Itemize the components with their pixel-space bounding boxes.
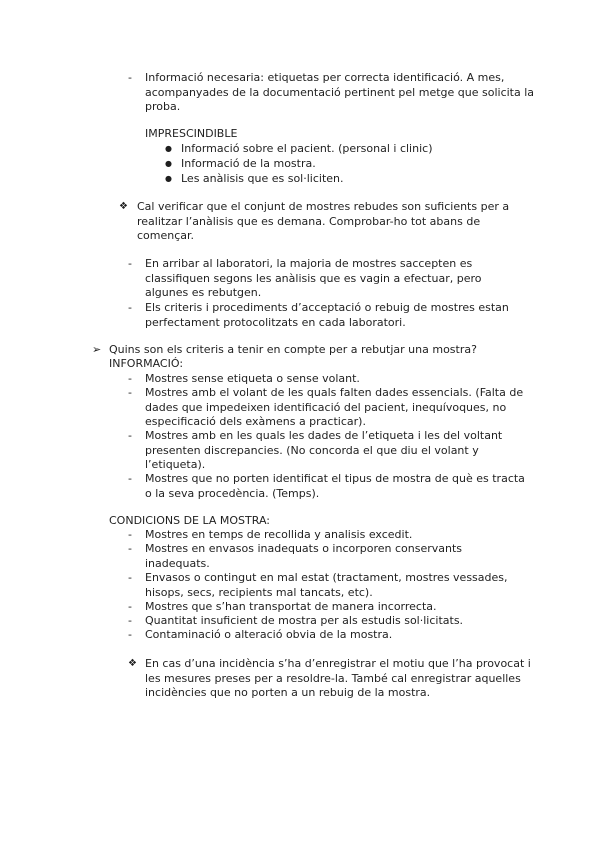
diamond-marker: ❖ (119, 201, 128, 212)
dash-marker: - (128, 472, 132, 485)
dash-marker: - (128, 71, 132, 84)
bullet-marker: ● (165, 144, 172, 153)
info-list-item: Mostres que no porten identificat el tipus de mostra de què es tracta o la seva procedència. (Temps). (145, 472, 525, 500)
imprescindible-item: Informació sobre el pacient. (personal i clinic) (181, 142, 433, 155)
dash-marker: - (128, 372, 132, 385)
incident-note: En cas d’una incidència s’ha d’enregistrar el motiu que l’ha provocat i les mesures preses per a resoldre-la. També cal enregistrar aquelles incidències que no porten a un rebuig de la mostra. (145, 657, 531, 699)
info-list-item: Mostres sense etiqueta o sense volant. (145, 372, 360, 385)
dash-marker: - (128, 257, 132, 270)
imprescindible-title: IMPRESCINDIBLE (145, 127, 238, 140)
info-list-item: Mostres amb el volant de les quals falten dades essencials. (Falta de dades que impedeixen identificació del pacient, inequívoques, no especificació dels exàmens a practicar). (145, 386, 524, 428)
info-list-item: Mostres amb en les quals les dades de l’etiqueta i les del voltant presenten discrepancies. (No concorda el que diu el volant y l’etiqueta). (145, 429, 503, 471)
lab-item: En arribar al laboratori, la majoria de mostres saccepten es classifiquen segons les anàlisis que es vagin a efectuar, pero algunes es rebutgen. (145, 257, 482, 299)
dash-marker: - (128, 571, 132, 584)
imprescindible-item: Les anàlisis que es sol·liciten. (181, 172, 344, 185)
condition-item: Mostres en envasos inadequats o incorporen conservants inadequats. (145, 542, 463, 570)
condition-item: Mostres en temps de recollida y analisis excedit. (145, 528, 413, 541)
conditions-label: CONDICIONS DE LA MOSTRA: (109, 514, 270, 527)
dash-marker: - (128, 528, 132, 541)
info-item: Informació necesaria: etiquetas per correcta identificació. A mes, acompanyades de la documentació pertinent pel metge que solicita la proba. (145, 71, 535, 113)
bullet-marker: ● (165, 174, 172, 183)
bullet-marker: ● (165, 159, 172, 168)
info-label: INFORMACIÓ: (109, 357, 184, 370)
question-text: Quins son els criteris a tenir en compte per a rebutjar una mostra? (109, 343, 477, 356)
verify-note: Cal verificar que el conjunt de mostres rebudes son suficients per a realitzar l’anàlisis que es demana. Comprobar-ho tot abans de començar. (137, 200, 510, 242)
dash-marker: - (128, 301, 132, 314)
condition-item: Quantitat insuficient de mostra per als estudis sol·licitats. (145, 614, 464, 627)
dash-marker: - (128, 386, 132, 399)
dash-marker: - (128, 628, 132, 641)
dash-marker: - (128, 429, 132, 442)
condition-item: Mostres que s’han transportat de manera incorrecta. (145, 600, 437, 613)
dash-marker: - (128, 614, 132, 627)
diamond-marker: ❖ (128, 658, 137, 669)
lab-item: Els criteris i procediments d’acceptació o rebuig de mostres estan perfectament protocolitzats en cada laboratori. (145, 301, 509, 329)
imprescindible-item: Informació de la mostra. (181, 157, 316, 170)
condition-item: Contaminació o alteració obvia de la mostra. (145, 628, 393, 641)
arrow-marker: ➢ (92, 343, 102, 356)
condition-item: Envasos o contingut en mal estat (tractament, mostres vessades, hisops, secs, recipients mal tancats, etc). (145, 571, 508, 599)
dash-marker: - (128, 542, 132, 555)
dash-marker: - (128, 600, 132, 613)
